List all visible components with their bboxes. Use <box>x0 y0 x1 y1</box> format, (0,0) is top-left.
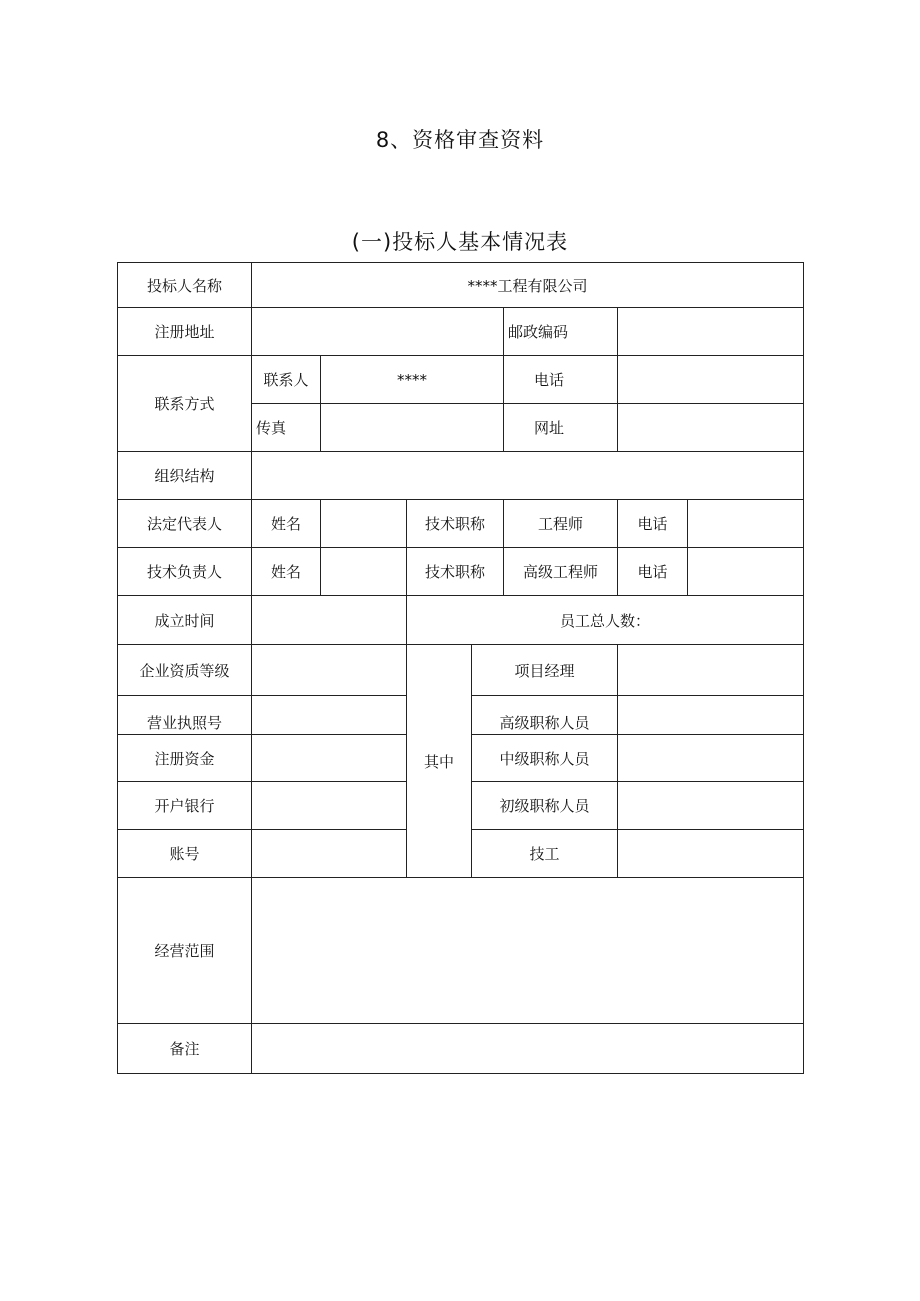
account-label: 账号 <box>118 830 252 878</box>
bank-label: 开户银行 <box>118 782 252 830</box>
tech-head-name-label: 姓名 <box>252 548 321 596</box>
reg-address-field[interactable] <box>252 308 504 356</box>
legal-rep-title-label: 技术职称 <box>407 500 504 548</box>
row-legal-rep <box>118 500 804 548</box>
contact-label: 联系方式 <box>118 356 252 452</box>
mid-title-field[interactable] <box>618 735 804 782</box>
postal-code-label: 邮政编码 <box>504 308 618 356</box>
row-established <box>118 596 804 645</box>
fax-field[interactable] <box>321 404 504 452</box>
remarks-field[interactable] <box>252 1024 804 1074</box>
account-field[interactable] <box>252 830 407 878</box>
contact-person-field[interactable]: **** <box>321 356 504 404</box>
license-label: 营业执照号 <box>118 696 252 735</box>
row-qualification <box>118 645 804 696</box>
row-remarks <box>118 1024 804 1074</box>
staff-total-label: 员工总人数： <box>407 596 804 645</box>
fax-label: 传真 <box>252 404 321 452</box>
table-title: (一)投标人基本情况表 <box>351 230 569 254</box>
tech-head-title-field[interactable]: 高级工程师 <box>504 548 618 596</box>
mid-title-label: 中级职称人员 <box>472 735 618 782</box>
tech-head-phone-label: 电话 <box>618 548 688 596</box>
legal-rep-name-field[interactable] <box>321 500 407 548</box>
business-scope-field[interactable] <box>252 878 804 1024</box>
row-tech-head <box>118 548 804 596</box>
bidder-info-table <box>117 262 804 1074</box>
technician-field[interactable] <box>618 830 804 878</box>
legal-rep-title-field[interactable]: 工程师 <box>504 500 618 548</box>
established-label: 成立时间 <box>118 596 252 645</box>
qualification-field[interactable] <box>252 645 407 696</box>
legal-rep-phone-field[interactable] <box>688 500 804 548</box>
tech-head-title-label: 技术职称 <box>407 548 504 596</box>
org-structure-label: 组织结构 <box>118 452 252 500</box>
contact-person-label: 联系人 <box>252 356 321 404</box>
reg-capital-label: 注册资金 <box>118 735 252 782</box>
postal-code-field[interactable] <box>618 308 804 356</box>
business-scope-label: 经营范围 <box>118 878 252 1024</box>
row-contact-1 <box>118 356 804 404</box>
license-field[interactable] <box>252 696 407 735</box>
reg-capital-field[interactable] <box>252 735 407 782</box>
website-field[interactable] <box>618 404 804 452</box>
senior-title-label: 高级职称人员 <box>472 696 618 735</box>
technician-label: 技工 <box>472 830 618 878</box>
pm-label: 项目经理 <box>472 645 618 696</box>
reg-address-label: 注册地址 <box>118 308 252 356</box>
tech-head-phone-field[interactable] <box>688 548 804 596</box>
row-bidder-name <box>118 263 804 308</box>
pm-field[interactable] <box>618 645 804 696</box>
remarks-label: 备注 <box>118 1024 252 1074</box>
section-title: 8、资格审查资料 <box>375 128 545 152</box>
website-label: 网址 <box>504 404 618 452</box>
legal-rep-name-label: 姓名 <box>252 500 321 548</box>
junior-title-field[interactable] <box>618 782 804 830</box>
bidder-name-label: 投标人名称 <box>118 263 252 308</box>
org-structure-field[interactable] <box>252 452 804 500</box>
legal-rep-phone-label: 电话 <box>618 500 688 548</box>
phone-label: 电话 <box>504 356 618 404</box>
tech-head-name-field[interactable] <box>321 548 407 596</box>
established-field[interactable] <box>252 596 407 645</box>
junior-title-label: 初级职称人员 <box>472 782 618 830</box>
qualification-label: 企业资质等级 <box>118 645 252 696</box>
row-org-structure <box>118 452 804 500</box>
phone-field[interactable] <box>618 356 804 404</box>
legal-rep-label: 法定代表人 <box>118 500 252 548</box>
row-reg-address <box>118 308 804 356</box>
row-business-scope <box>118 878 804 1024</box>
bidder-name-field[interactable]: ****工程有限公司 <box>252 263 804 308</box>
senior-title-field[interactable] <box>618 696 804 735</box>
among-label: 其中 <box>407 645 472 878</box>
bank-field[interactable] <box>252 782 407 830</box>
tech-head-label: 技术负责人 <box>118 548 252 596</box>
